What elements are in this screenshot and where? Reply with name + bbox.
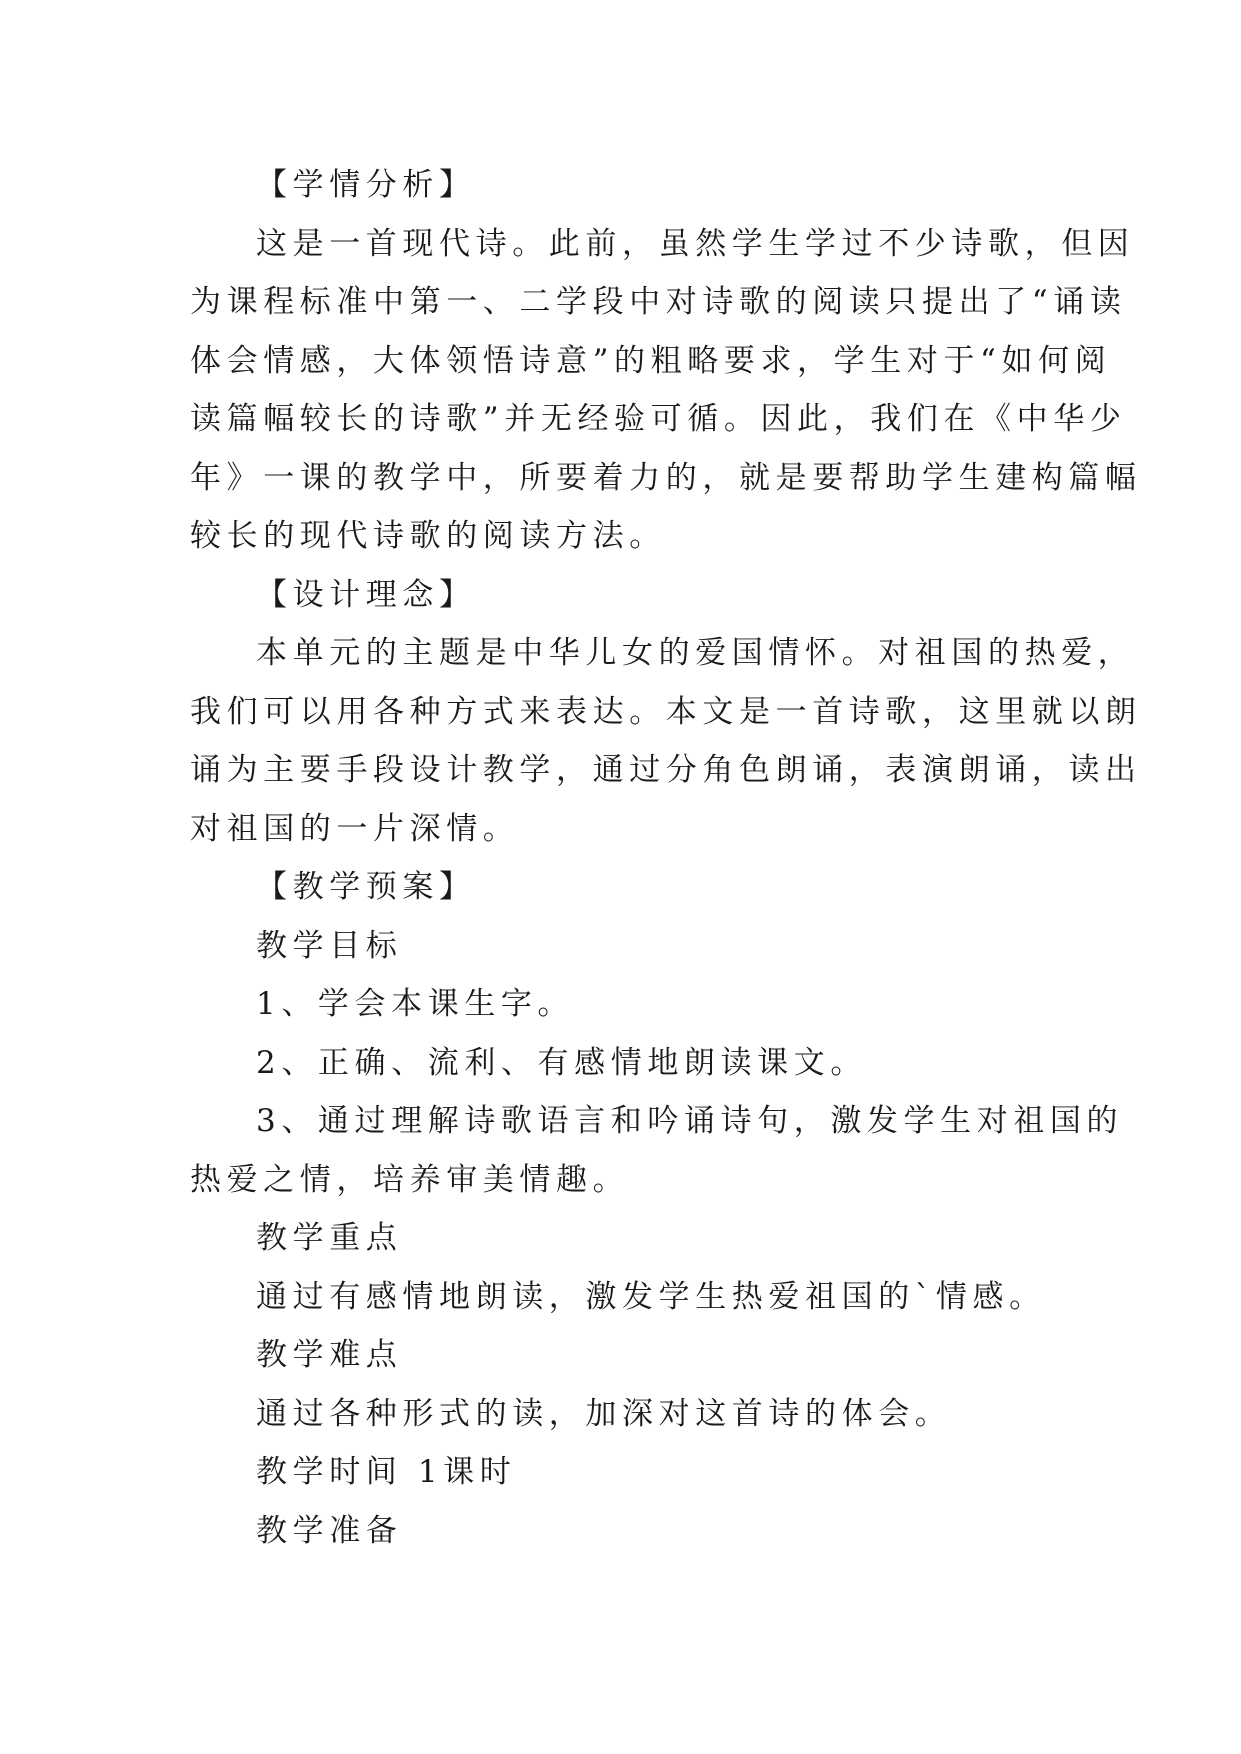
teaching-time: 教学时间 1课时	[256, 1454, 517, 1490]
goal-item: 2、正确、流利、有感情地朗读课文。	[256, 1044, 867, 1081]
paragraph-line: 较长的现代诗歌的阅读方法。	[190, 518, 666, 554]
section-heading-teaching-plan: 【教学预案】	[256, 869, 476, 905]
goal-item: 1、学会本课生字。	[256, 986, 575, 1022]
section-heading-student-analysis: 【学情分析】	[256, 167, 476, 203]
paragraph-line: 诵为主要手段设计教学，通过分角色朗诵，表演朗诵，读出	[190, 752, 1142, 788]
paragraph-line: 本单元的主题是中华儿女的爱国情怀。对祖国的热爱，	[256, 635, 1135, 671]
document-body	[190, 156, 1142, 1560]
goal-item: 3、通过理解诗歌语言和吟诵诗句，激发学生对祖国的	[256, 1103, 1124, 1139]
subheading-teaching-goals: 教学目标	[256, 927, 403, 964]
subheading-preparation: 教学准备	[256, 1512, 403, 1549]
paragraph-line: 对祖国的一片深情。	[190, 810, 520, 847]
paragraph-line: 通过各种形式的读，加深对这首诗的体会。	[256, 1395, 952, 1432]
paragraph-line: 读篇幅较长的诗歌”并无经验可循。因此，我们在《中华少	[190, 401, 1127, 437]
paragraph-line: 体会情感，大体领悟诗意”的粗略要求，学生对于“如何阅	[190, 342, 1112, 379]
paragraph-line: 通过有感情地朗读，激发学生热爱祖国的`情感。	[256, 1278, 1046, 1315]
goal-item-continuation: 热爱之情，培养审美情趣。	[190, 1161, 630, 1198]
subheading-difficulties: 教学难点	[256, 1337, 403, 1373]
paragraph-line: 为课程标准中第一、二学段中对诗歌的阅读只提出了“诵读	[190, 284, 1127, 320]
subheading-key-points: 教学重点	[256, 1220, 403, 1256]
paragraph-line: 我们可以用各种方式来表达。本文是一首诗歌，这里就以朗	[190, 693, 1142, 730]
paragraph-line: 年》一课的教学中，所要着力的，就是要帮助学生建构篇幅	[190, 459, 1142, 496]
section-heading-design-concept: 【设计理念】	[256, 576, 476, 613]
paragraph-line: 这是一首现代诗。此前，虽然学生学过不少诗歌，但因	[256, 225, 1135, 262]
